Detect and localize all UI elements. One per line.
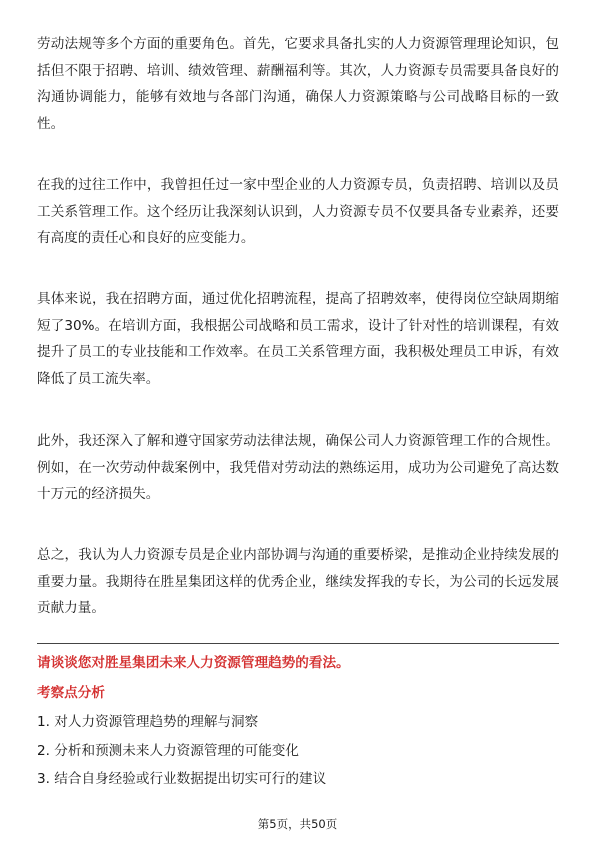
analysis-points-list <box>37 708 559 794</box>
page-number-footer: 第5页，共50页 <box>257 817 338 831</box>
body-paragraph-1: 劳动法规等多个方面的重要角色。首先，它要求具备扎实的人力资源管理理论知识，包括但不限于招聘、培训、绩效管理、薪酬福利等。其次，人力资源专员需要具备良好的沟通协调能力，能够有效地与各部门沟通，确保人力资源策略与公司战略目标的一致性。 <box>37 36 559 132</box>
analysis-section-title: 考察点分析 <box>37 685 105 701</box>
analysis-point-2: 2. 分析和预测未来人力资源管理的可能变化 <box>37 742 299 759</box>
section-divider <box>37 643 559 644</box>
body-paragraph-5: 总之，我认为人力资源专员是企业内部协调与沟通的重要桥梁，是推动企业持续发展的重要力量。我期待在胜星集团这样的优秀企业，继续发挥我的专长，为公司的长远发展贡献力量。 <box>37 547 559 616</box>
body-paragraph-4: 此外，我还深入了解和遵守国家劳动法律法规，确保公司人力资源管理工作的合规性。例如，在一次劳动仲裁案例中，我凭借对劳动法的熟练运用，成功为公司避免了高达数十万元的经济损失。 <box>37 433 559 502</box>
interview-question: 请谈谈您对胜星集团未来人力资源管理趋势的看法。 <box>37 655 350 671</box>
body-paragraph-2: 在我的过往工作中，我曾担任过一家中型企业的人力资源专员，负责招聘、培训以及员工关系管理工作。这个经历让我深刻认识到，人力资源专员不仅要具备专业素养，还要有高度的责任心和良好的应变能力。 <box>37 177 559 246</box>
analysis-point-3: 3. 结合自身经验或行业数据提出切实可行的建议 <box>37 771 327 787</box>
analysis-point-1: 1. 对人力资源管理趋势的理解与洞察 <box>37 714 259 730</box>
body-paragraph-3: 具体来说，我在招聘方面，通过优化招聘流程，提高了招聘效率，使得岗位空缺周期缩短了30%。在培训方面，我根据公司战略和员工需求，设计了针对性的培训课程，有效提升了员工的专业技能和工作效率。在员工关系管理方面，我积极处理员工申诉，有效降低了员工流失率。 <box>37 291 559 387</box>
